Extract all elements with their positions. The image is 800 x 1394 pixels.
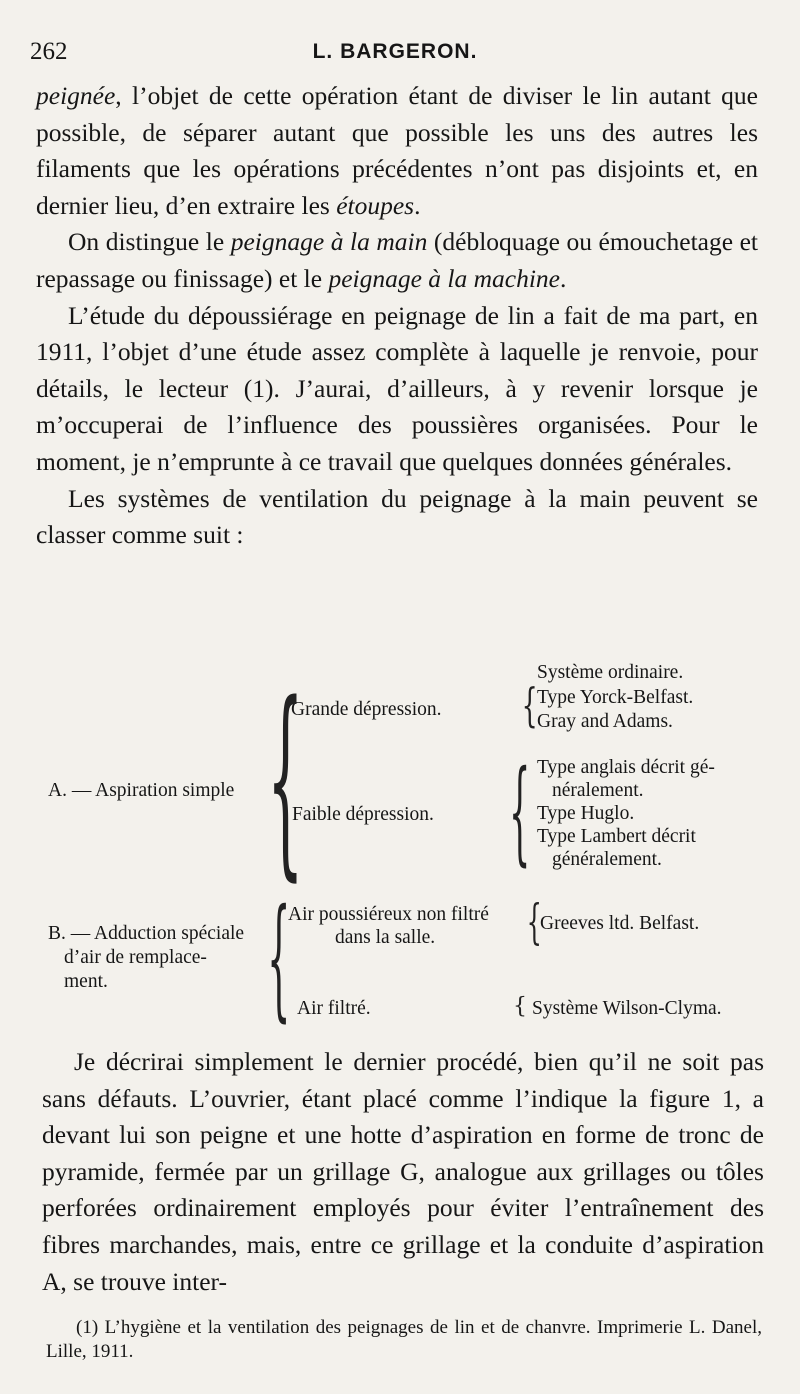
italic-term: peignage à la machine — [328, 263, 561, 293]
greeves-label: Greeves ltd. Belfast. — [540, 913, 700, 934]
text-run: (débloquage ou émouchetage et repassage ou finissage) et le — [36, 227, 758, 293]
paragraph-5: Je décrirai simplement le dernier procédé, bien qu’il ne soit pas sans défauts. L’ouvrier, étant placé comme l’indique la figure 1, a devant lui son peigne et une hotte d’aspiration en forme de tronc de pyramide, fermée par un grillage G, analogue aux grillages ou tôles perforées ordinairement employés pour éviter l’entraînement des fibres marchandes, mais, entre ce grillage et la conduite d’aspiration A, se trouve inter- — [42, 1047, 764, 1296]
paragraph-3: L’étude du dépoussiérage en peignage de lin a fait de ma part, en 1911, l’objet d’une étude assez complète à laquelle je renvoie, pour détails, le lecteur (1). J’aurai, d’ailleurs, à y revenir lorsque je m’occuperai de l’influence des poussières organisées. Pour le moment, je n’emprunte à ce travail que quelques données générales. — [36, 300, 758, 476]
b-label: d’air de remplace- — [64, 947, 207, 968]
wilson-label: Système Wilson-Clyma. — [532, 998, 722, 1019]
footnote-text: (1) L’hygiène et la ventilation des peignages de lin et de chanvre. Imprimerie L. Danel, Lille, 1911. — [46, 1317, 762, 1362]
footnote — [46, 1316, 762, 1364]
italic-term: peignée — [36, 81, 116, 110]
text-run: . — [414, 190, 421, 220]
grande-item: Système ordinaire. — [537, 662, 684, 683]
faible-item: néralement. — [552, 780, 644, 801]
brace-greeves: { — [526, 894, 542, 950]
faible-depression-label: Faible dépression. — [292, 804, 434, 825]
b-label: ment. — [64, 971, 108, 992]
faible-item: généralement. — [552, 849, 662, 870]
brace-a: { — [267, 659, 304, 899]
text-run: , l’objet de cette opération étant de diviser le lin autant que possible, de séparer autant que possible les uns des autres les filaments que les opérations précédentes n’ont pas disjoints et, en dernier lieu, d’en extraire les — [36, 81, 758, 220]
brace-wilson: { — [513, 994, 527, 1019]
page-number: 262 — [30, 38, 68, 65]
b-label: B. — Adduction spéciale — [48, 923, 245, 944]
a-label: A. — Aspiration simple — [48, 780, 235, 801]
grande-item: Gray and Adams. — [537, 711, 673, 732]
brace-grande-items: { — [521, 678, 538, 732]
brace-b: { — [267, 881, 291, 1035]
running-head: L. BARGERON. — [312, 40, 478, 63]
air-poussiereux-label: Air poussiéreux non filtré — [288, 904, 489, 925]
paragraph-4: Les systèmes de ventilation du peignage à la main peuvent se classer comme suit : — [36, 483, 758, 550]
main-text-continued — [42, 1044, 764, 1300]
text-run: On distingue le — [68, 227, 231, 257]
brace-faible-items: { — [509, 747, 531, 877]
italic-term: peignage à la main — [230, 227, 428, 257]
grande-depression-label: Grande dépression. — [291, 699, 442, 720]
faible-item: Type Lambert décrit — [537, 826, 696, 847]
text-run: . — [560, 263, 567, 293]
air-poussiereux-label: dans la salle. — [335, 927, 436, 948]
italic-term: étoupes — [336, 190, 415, 220]
faible-item: Type Huglo. — [537, 803, 635, 824]
grande-item: Type Yorck-Belfast. — [537, 687, 694, 708]
air-filtre-label: Air filtré. — [297, 998, 371, 1019]
faible-item: Type anglais décrit gé- — [537, 757, 715, 778]
